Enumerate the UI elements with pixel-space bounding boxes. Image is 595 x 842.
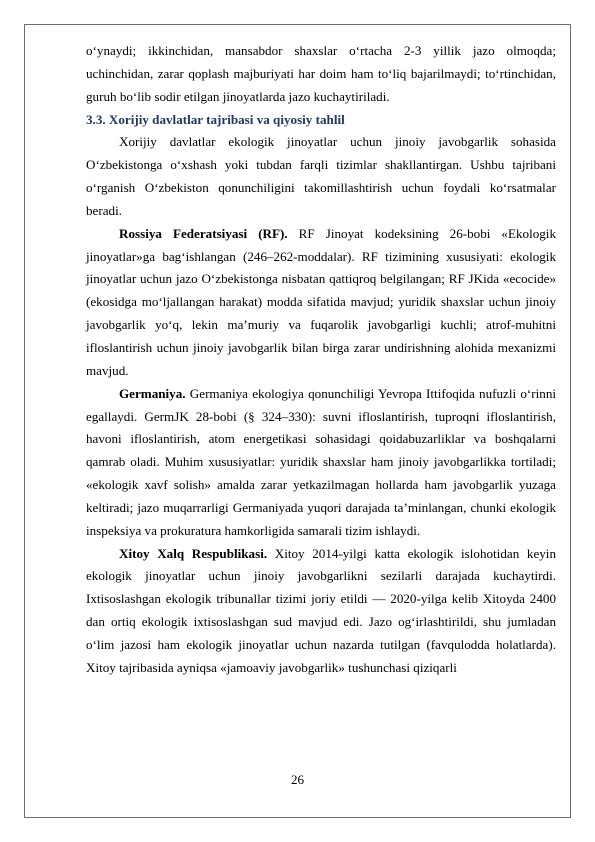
section-heading: 3.3. Xorijiy davlatlar tajribasi va qiyosiy tahlil [86, 111, 345, 127]
paragraph-russia-text: RF Jinoyat kodeksining 26-bobi «Ekologik jinoyatlar»ga bag‘ishlangan (246–262-moddalar). RF tizimining xususiyati: ekologik jinoyatlar uchun jazo O‘zbekistonga nisbatan qattiqroq belgilangan; RF JKida «ecocide» (ekosidga mo‘ljallangan harakat) modda sifatida mavjud; yuridik shaxslar uchun jinoiy javobgarlik yo‘q, lekin ma’muriy va fuqarolik javobgarligi kuchli; atrof-muhitni ifloslantirish uchun jinoiy javobgarlik bilan birga zarar undirishning alohida mexanizmi mavjud. [86, 225, 556, 378]
paragraph-china [86, 543, 556, 680]
paragraph-russia [86, 223, 556, 383]
intro-paragraph: o‘ynaydi; ikkinchidan, mansabdor shaxslar o‘rtacha 2-3 yillik jazo olmoqda; uchinchidan, zarar qoplash majburiyati har doim ham to‘liq bajarilmaydi; to‘rtinchidan, guruh bo‘lib sodir etilgan jinoyatlarda jazo kuchaytiriladi. [86, 43, 556, 104]
page-body [86, 40, 556, 680]
paragraph-germany-text: Germaniya ekologiya qonunchiligi Yevropa Ittifoqida nufuzli o‘rinni egallaydi. GermJK 28-bobi (§ 324–330): suvni ifloslantirish, tuproqni ifloslantirish, havoni ifloslantirish, atom energetikasi sohasidagi qoidabuzarliklar va boshqalarni qamrab oladi. Muhim xususiyatlar: yuridik shaxslar ham jinoiy javobgarlikka tortiladi; «ekologik xavf solish» amalda zarar yetkazilmagan hollarda ham javobgarlik yuzaga keltiradi; jazo muqarrarligi Germaniyada yuqori darajada ta’minlangan, chunki ekologik inspeksiya va prokuratura hamkorligida samarali tizim ishlaydi. [86, 385, 556, 538]
paragraph-china-lead: Xitoy Xalq Respublikasi. [119, 545, 268, 561]
paragraph-china-text: Xitoy 2014-yilgi katta ekologik islohotidan keyin ekologik jinoyatlar uchun jinoiy javobgarlikni sezilarli darajada kuchaytirdi. Ixtisoslashgan ekologik tribunallar tizimi joriy etildi — 2020-yilga kelib Xitoyda 2400 dan ortiq ekologik ixtisoslashgan sud mavjud edi. Jazo og‘irlashtirildi, shu jumladan o‘lim jazosi ham ekologik jinoyatlar uchun nazarda tutilgan (favqulodda holatlarda). Xitoy tajribasida ayniqsa «jamoaviy javobgarlik» tushunchasi qiziqarli [86, 545, 556, 675]
paragraph-russia-lead: Rossiya Federatsiyasi (RF). [119, 225, 288, 241]
paragraph-foreign-experience: Xorijiy davlatlar ekologik jinoyatlar uchun jinoiy javobgarlik sohasida O‘zbekistonga o‘xshash yoki tubdan farqli tizimlar shakllantirgan. Ushbu tajribani o‘rganish O‘zbekiston qonunchiligini takomillashtirish uchun foydali ko‘rsatmalar beradi. [86, 134, 556, 218]
paragraph-germany [86, 383, 556, 543]
paragraph-germany-lead: Germaniya. [119, 385, 186, 401]
page-number: 26 [290, 772, 305, 787]
